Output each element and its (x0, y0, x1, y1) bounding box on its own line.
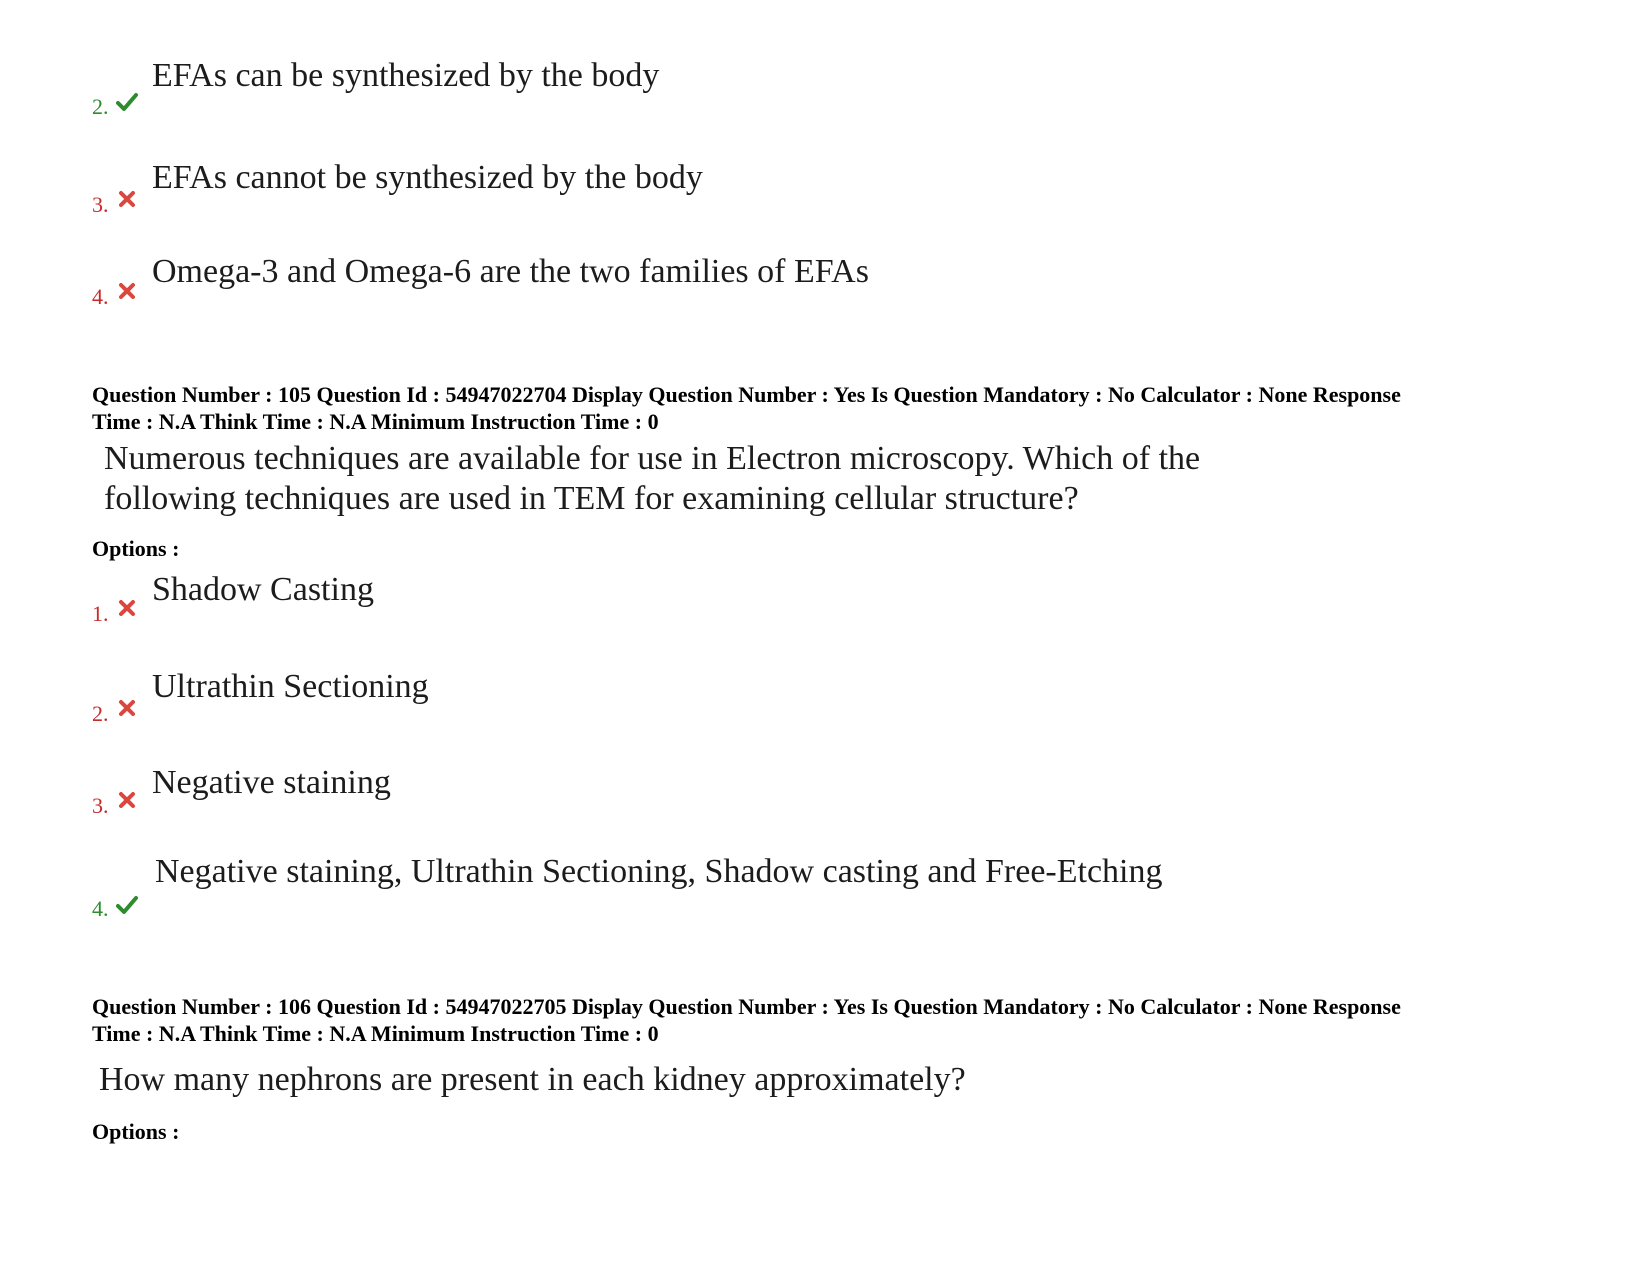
option-number: 2. (92, 94, 109, 119)
question-text (104, 439, 1200, 519)
options-label: Options : (92, 1119, 180, 1144)
question-meta-line: Question Number : 105 Question Id : 54947022704 Display Question Number : Yes Is Question Mandatory : No Calculator : None Response (92, 382, 1401, 407)
check-icon (116, 894, 138, 916)
option-number: 3. (92, 793, 109, 818)
question-text-line: Numerous techniques are available for use in Electron microscopy. Which of the (104, 440, 1201, 477)
question-meta-line: Time : N.A Think Time : N.A Minimum Instruction Time : 0 (92, 1021, 659, 1046)
option-text: Negative staining (152, 764, 391, 801)
option-number: 2. (92, 701, 109, 726)
cross-icon (116, 280, 138, 302)
check-icon (116, 91, 138, 113)
option-text: EFAs cannot be synthesized by the body (152, 159, 703, 196)
question-text-line: following techniques are used in TEM for examining cellular structure? (104, 480, 1079, 517)
option-number: 1. (92, 601, 109, 626)
cross-icon (116, 597, 138, 619)
option-text: Ultrathin Sectioning (152, 668, 429, 705)
question-meta-line: Time : N.A Think Time : N.A Minimum Instruction Time : 0 (92, 409, 659, 434)
option-text: Shadow Casting (152, 571, 374, 608)
question-text: How many nephrons are present in each kidney approximately? (99, 1061, 966, 1098)
cross-icon (116, 188, 138, 210)
option-text: Omega-3 and Omega-6 are the two families of EFAs (152, 253, 869, 290)
question-meta (92, 993, 1572, 1047)
option-number: 4. (92, 896, 109, 921)
question-meta-line: Question Number : 106 Question Id : 54947022705 Display Question Number : Yes Is Question Mandatory : No Calculator : None Response (92, 994, 1401, 1019)
option-text: Negative staining, Ultrathin Sectioning, Shadow casting and Free-Etching (155, 853, 1163, 890)
option-number: 3. (92, 192, 109, 217)
cross-icon (116, 697, 138, 719)
option-text: EFAs can be synthesized by the body (152, 57, 660, 94)
option-number: 4. (92, 284, 109, 309)
question-meta (92, 381, 1572, 435)
cross-icon (116, 789, 138, 811)
options-label: Options : (92, 536, 180, 561)
